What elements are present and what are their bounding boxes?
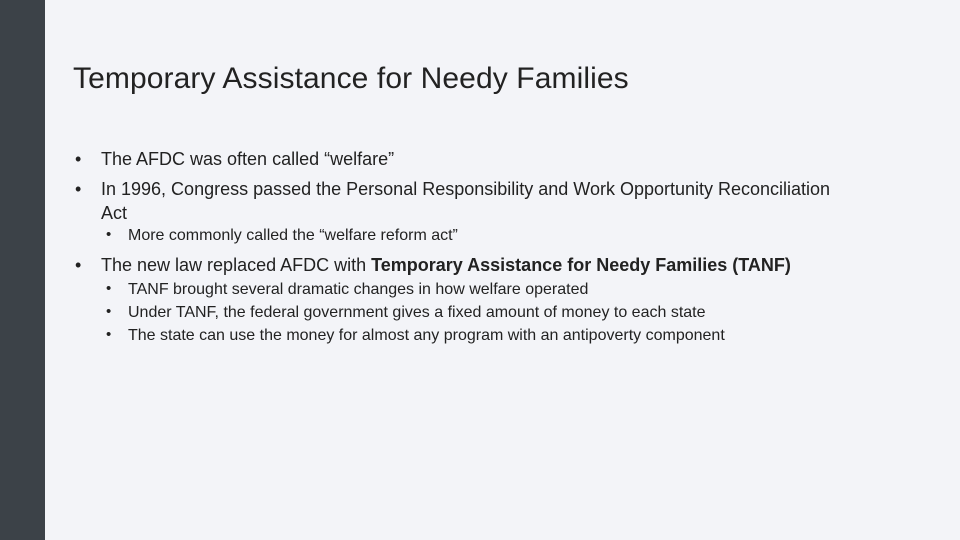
slide-title: Temporary Assistance for Needy Families <box>73 62 629 95</box>
bullet-afdc-welfare: The AFDC was often called “welfare” <box>101 149 395 169</box>
bullet-marker: • <box>75 179 82 199</box>
bullet-new-law-tanf <box>101 254 791 276</box>
bullet-marker: • <box>75 149 82 169</box>
bullet-marker: • <box>75 255 82 275</box>
sub-bullet-marker: • <box>106 226 112 243</box>
side-accent-bar <box>0 0 45 540</box>
bullet-new-law-plain: The new law replaced AFDC with <box>101 255 372 275</box>
sub-bullet-marker: • <box>106 303 112 320</box>
bullet-new-law-bold: Temporary Assistance for Needy Families (TANF) <box>371 255 791 275</box>
sub-bullet-marker: • <box>106 280 112 297</box>
sub-bullet-marker: • <box>106 326 112 343</box>
bullet-1996-congress-line2: Act <box>101 203 128 223</box>
sub-bullet-welfare-reform-act: More commonly called the “welfare reform act” <box>128 227 458 244</box>
bullet-1996-congress-line1: In 1996, Congress passed the Personal Responsibility and Work Opportunity Reconciliation <box>101 179 831 199</box>
sub-bullet-antipoverty: The state can use the money for almost any program with an antipoverty component <box>128 327 725 344</box>
sub-bullet-fixed-amount: Under TANF, the federal government gives a fixed amount of money to each state <box>128 304 706 321</box>
sub-bullet-tanf-changes: TANF brought several dramatic changes in how welfare operated <box>128 281 589 298</box>
